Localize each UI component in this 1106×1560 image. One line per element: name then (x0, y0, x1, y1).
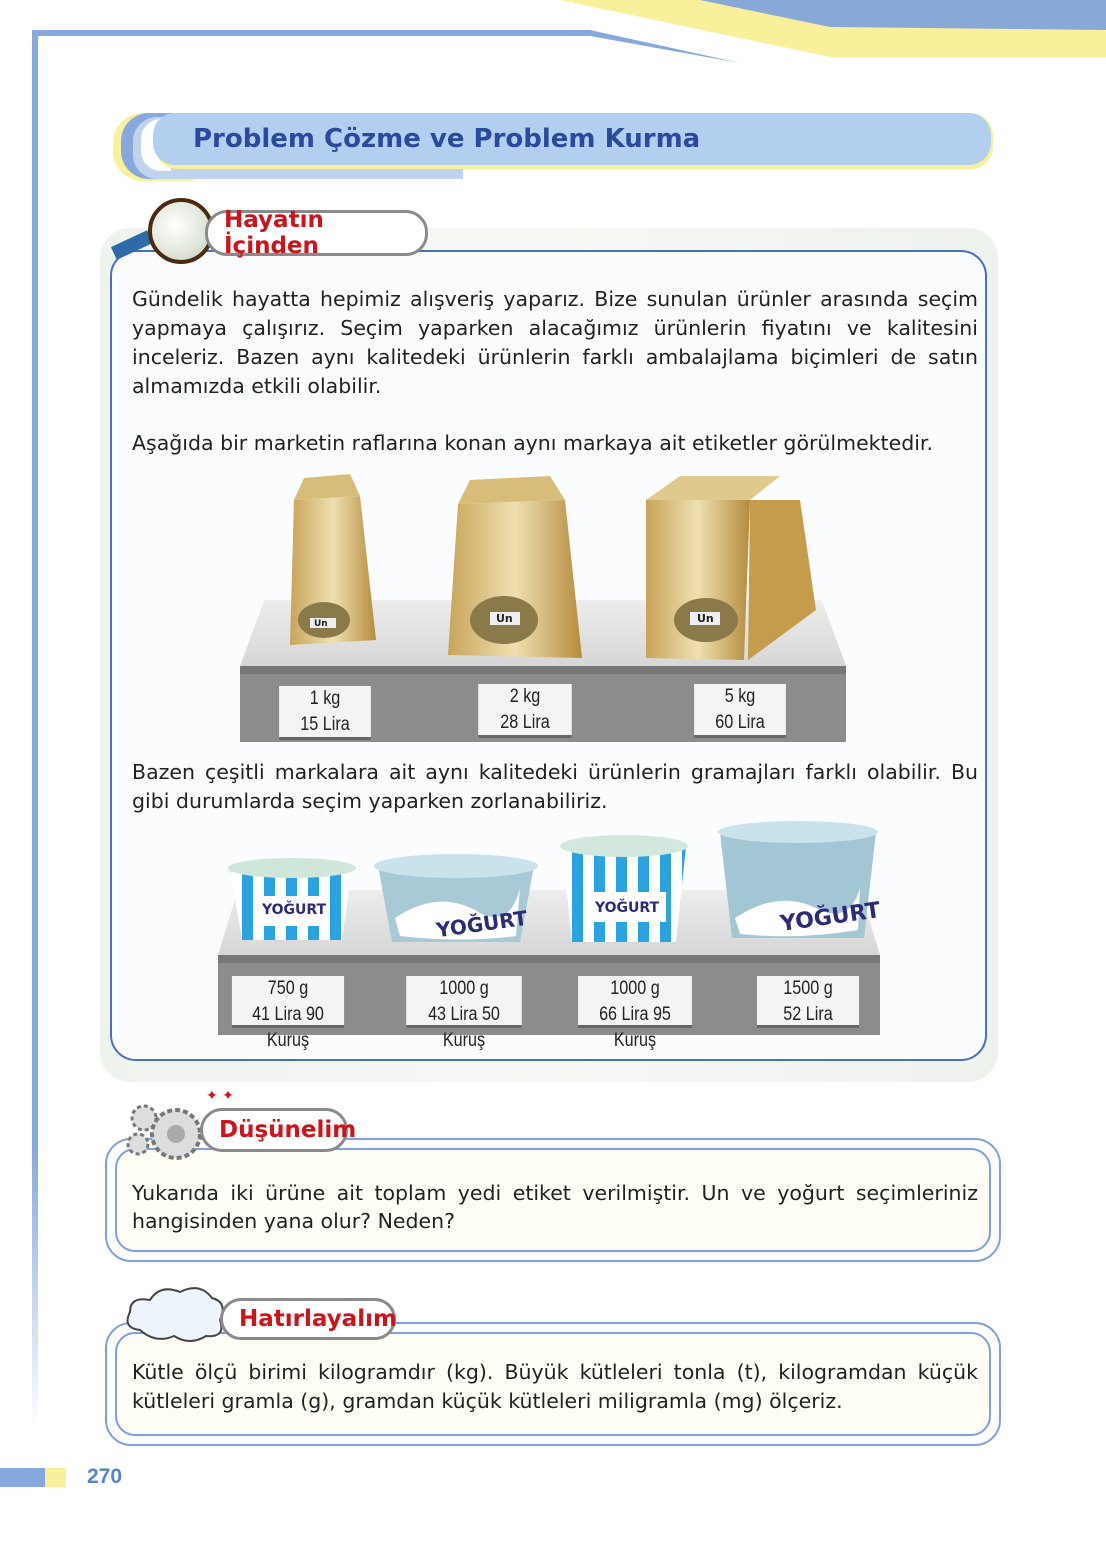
svg-text:✦ ✦: ✦ ✦ (206, 1088, 234, 1104)
tag-weight: 1000 g (439, 978, 489, 999)
yogurt-price-tag (406, 976, 522, 1051)
flour-price-tag (478, 684, 572, 738)
yogurt-brand: YOĞURT (262, 902, 327, 918)
dusunelim-text: Yukarıda iki ürüne ait toplam yedi etiket verilmiştir. Un ve yoğurt seçimleriniz hangisinden yana olur? Neden? (132, 1181, 978, 1233)
page-title: Problem Çözme ve Problem Kurma (193, 124, 701, 154)
page-number: 270 (87, 1465, 123, 1488)
tag-weight: 2 kg (509, 686, 541, 707)
yogurt-cup-1000g-b (560, 835, 688, 942)
footer-bar-blue (0, 1468, 45, 1487)
magnifier-icon (112, 196, 216, 266)
hayatin-icinden-label: Hayatın İçinden (205, 210, 428, 256)
shelf-intro-text: Aşağıda bir marketin raflarına konan aynı markaya ait etiketler görülmektedir. (132, 431, 933, 455)
page-decoration (0, 0, 1106, 120)
flour-bag-text: Un (314, 619, 328, 629)
tag-price: 15 Lira (300, 714, 350, 735)
tag-price: 60 Lira (715, 712, 765, 733)
yogurt-price-tag (757, 976, 859, 1028)
title-banner (113, 113, 993, 171)
tag-weight: 5 kg (724, 686, 756, 707)
yogurt-price-tag (578, 976, 692, 1051)
hatirlayalim-label: Hatırlayalım (220, 1298, 396, 1340)
hatirlayalim-text: Kütle ölçü birimi kilogramdır (kg). Büyük kütleleri tonla (t), kilogramdan küçük kütleleri gramla (g), gramdan küçük kütleleri miligramla (mg) ölçeriz. (132, 1360, 978, 1413)
tag-price: 43 Lira 50 Kuruş (428, 1004, 500, 1051)
yogurt-price-tag (232, 976, 344, 1051)
flour-bag-1kg (290, 474, 376, 645)
page-border (32, 30, 38, 1430)
tag-weight: 1500 g (783, 978, 833, 999)
flour-price-tag (279, 686, 371, 740)
brands-paragraph: Bazen çeşitli markalara ait aynı kalitedeki ürünlerin gramajları farklı olabilir. Bu gibi durumlarda seçim yaparken zorlanabiliriz. (132, 760, 978, 813)
intro-paragraph: Gündelik hayatta hepimiz alışveriş yaparız. Bize sunulan ürünler arasında seçim yapmaya çalışırız. Seçim yaparken alacağımız ürünlerin fiyatını ve kalitesini inceleriz. Bazen aynı kalitedeki ürünlerin farklı ambalajlama biçimleri de satın almamızda etkili olabilir. (132, 287, 978, 398)
tag-weight: 1 kg (309, 688, 341, 709)
tag-price: 66 Lira 95 Kuruş (599, 1004, 671, 1051)
tag-price: 52 Lira (783, 1004, 833, 1025)
flour-bag-text: Un (496, 612, 513, 625)
tag-weight: 1000 g (610, 978, 660, 999)
flour-bags-illustration (280, 470, 840, 665)
yogurt-cup-750g (228, 858, 356, 940)
footer-bar-yellow (45, 1468, 66, 1487)
flour-bag-text: Un (697, 612, 714, 625)
yogurt-brand: YOĞURT (595, 900, 660, 916)
yogurt-brand: YOĞURT (778, 898, 882, 937)
tag-price: 41 Lira 90 Kuruş (252, 1004, 324, 1051)
yogurt-brand: YOĞURT (434, 905, 529, 943)
tag-weight: 750 g (267, 978, 309, 999)
flour-bag-5kg (646, 476, 816, 660)
tag-price: 28 Lira (500, 712, 550, 733)
dusunelim-label: Düşünelim (200, 1108, 348, 1152)
thought-cloud-icon (120, 1280, 230, 1346)
flour-price-tag (694, 684, 786, 738)
flour-bag-2kg (448, 476, 582, 658)
